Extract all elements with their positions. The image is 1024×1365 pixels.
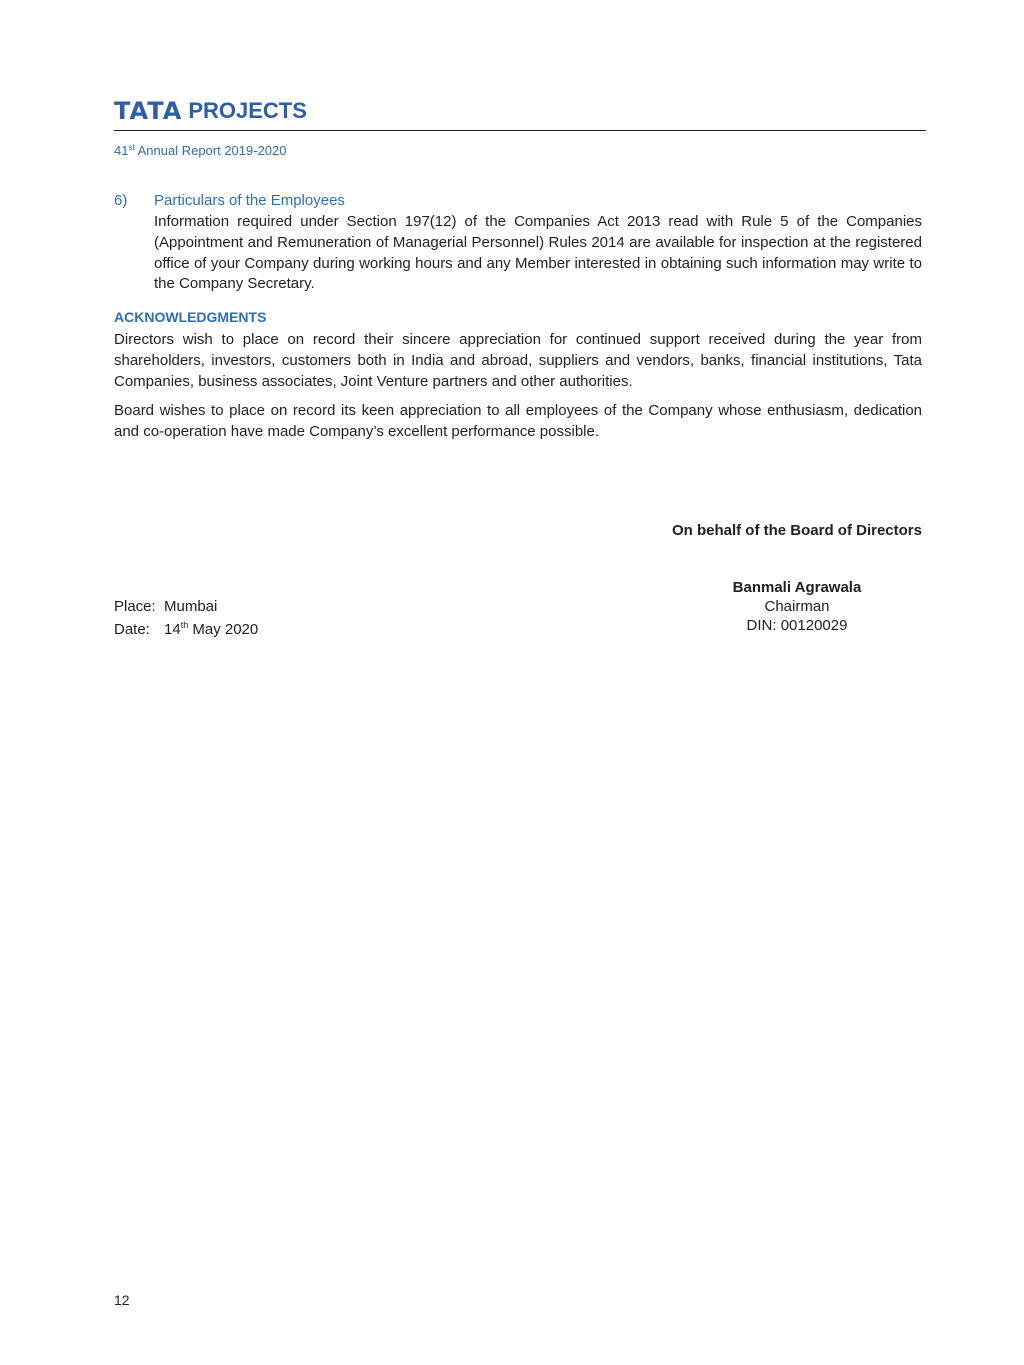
page-number: 12: [114, 1292, 130, 1308]
header-divider: [114, 130, 926, 131]
report-subtitle: [114, 140, 287, 159]
on-behalf-line: On behalf of the Board of Directors: [671, 522, 922, 539]
signatory-din: DIN: 00120029: [746, 617, 848, 634]
date-suffix: th: [180, 620, 189, 630]
acknowledgments-heading: ACKNOWLEDGMENTS: [114, 309, 267, 325]
date-rest: May 2020: [188, 621, 259, 638]
section-number: 6): [114, 192, 128, 209]
place-value: Mumbai: [164, 598, 218, 615]
report-ordinal-suffix: st: [128, 143, 135, 152]
logo-text: PROJECTS: [188, 98, 307, 123]
signatory-designation: Chairman: [764, 598, 830, 615]
section-title: Particulars of the Employees: [154, 192, 345, 209]
report-title: Annual Report 2019-2020: [137, 143, 287, 158]
company-logo: [114, 97, 307, 125]
acknowledgments-paragraph-2: Board wishes to place on record its keen appreciation to all employees of the Company whose enthusiasm, dedication and co-operation have made Company’s excellent performance possible.: [114, 402, 922, 440]
date-day: 14: [164, 621, 181, 638]
report-ordinal: 41: [114, 143, 129, 158]
signatory-name: Banmali Agrawala: [732, 579, 862, 596]
date-line: [114, 616, 258, 639]
acknowledgments-paragraph-1: Directors wish to place on record their sincere appreciation for continued support received during the year from shareholders, investors, customers both in India and abroad, suppliers and vendors, banks, financial institutions, Tata Companies, business associates, Joint Venture partners and other authorities.: [114, 331, 922, 390]
section-body: Information required under Section 197(12) of the Companies Act 2013 read with Rule 5 of the Companies (Appointment and Remuneration of Managerial Personnel) Rules 2014 are available for inspection at the registered office of your Company during working hours and any Member interested in obtaining such information may write to the Company Secretary.: [154, 213, 922, 293]
place-label: Place:: [114, 598, 156, 615]
date-label: Date:: [114, 621, 150, 638]
place-date-block: [114, 597, 258, 639]
place-line: [114, 597, 258, 616]
logo-brand: TATA: [114, 97, 183, 125]
signature-block: [712, 578, 882, 635]
